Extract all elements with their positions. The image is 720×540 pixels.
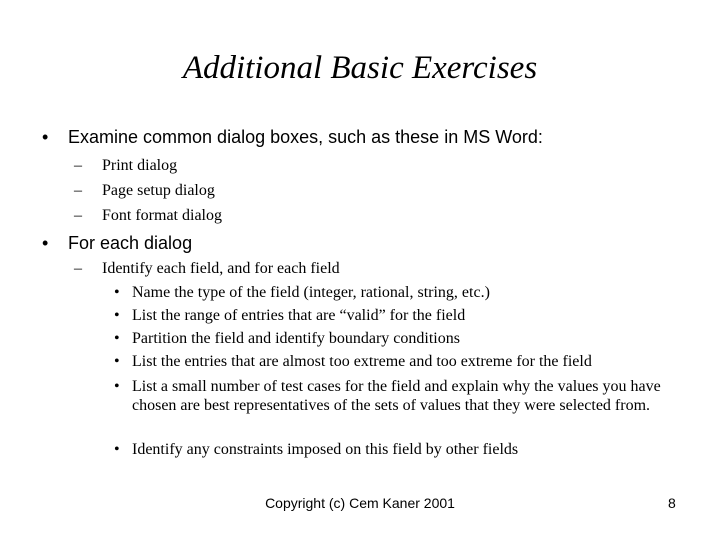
subsub-item: [114, 441, 674, 460]
dash-marker: –: [74, 260, 82, 277]
sub-item-text: Page setup dialog: [102, 182, 215, 199]
subsub-item-text: List the entries that are almost too extreme and too extreme for the field: [132, 353, 592, 370]
subsub-item: [114, 330, 674, 349]
subsub-item-text: Partition the field and identify boundary conditions: [132, 330, 460, 347]
bullet-marker: •: [114, 330, 120, 347]
subsub-item: [114, 378, 674, 415]
subsub-item: [114, 307, 674, 326]
subsub-item-text: List the range of entries that are “valid” for the field: [132, 307, 466, 324]
footer-copyright: Copyright (c) Cem Kaner 2001: [265, 495, 455, 511]
bullet-text: Examine common dialog boxes, such as these in MS Word:: [68, 127, 543, 147]
page-number: 8: [668, 495, 676, 511]
subsub-item-text: Identify any constraints imposed on this field by other fields: [132, 441, 519, 458]
bullet-marker: •: [42, 127, 49, 147]
bullet-marker: •: [42, 233, 49, 253]
sub-item-text: Font format dialog: [102, 207, 222, 224]
sub-item-text: Identify each field, and for each field: [102, 260, 340, 277]
bullet-marker: •: [114, 353, 120, 370]
bullet-marker: •: [114, 307, 120, 324]
subsub-item: [114, 284, 674, 303]
sub-item-text: Print dialog: [102, 157, 178, 174]
bullet-marker: •: [114, 441, 120, 458]
subsub-item-text: List a small number of test cases for the field and explain why the values you have chosen are best representatives of the sets of values that they were selected from.: [132, 378, 661, 414]
dash-marker: –: [74, 182, 82, 199]
subsub-item-text: Name the type of the field (integer, rational, string, etc.): [132, 284, 490, 301]
subsub-item: [114, 353, 674, 372]
dash-marker: –: [74, 207, 82, 224]
bullet-marker: •: [114, 284, 120, 301]
slide-title: Additional Basic Exercises: [182, 50, 538, 86]
bullet-marker: •: [114, 378, 120, 395]
dash-marker: –: [74, 157, 82, 174]
bullet-text: For each dialog: [68, 233, 193, 253]
